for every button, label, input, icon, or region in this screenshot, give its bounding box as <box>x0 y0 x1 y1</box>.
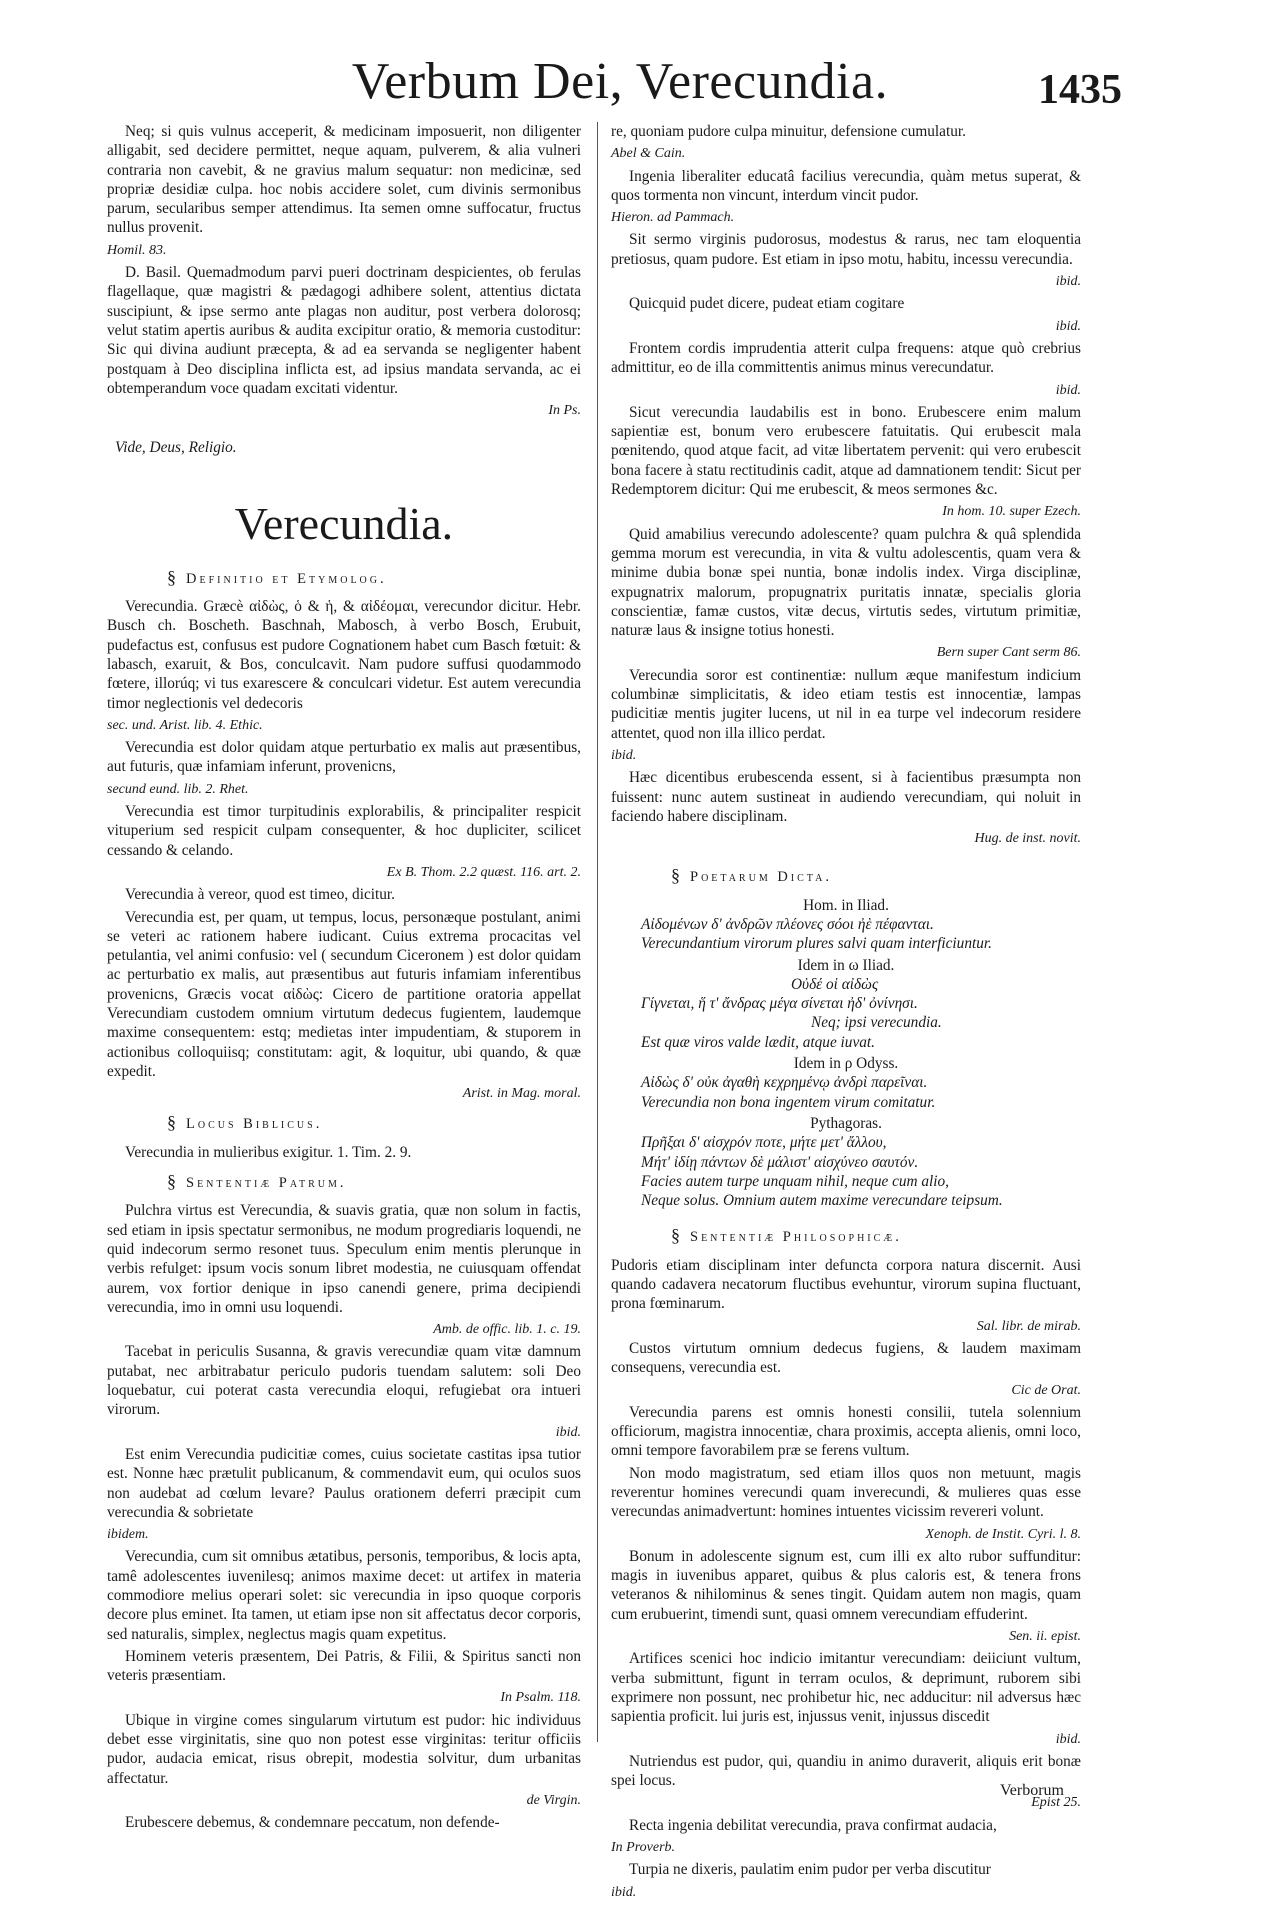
poem-line-latin: Neque solus. Omnium autem maxime verecundare teipsum. <box>641 1192 1003 1210</box>
poem-source: Idem in ω Iliad. <box>797 956 895 974</box>
section-heading-biblicus <box>107 1113 581 1134</box>
poem-line-latin: Facies autem turpe unquam nihil, neque cum alio, <box>641 1172 950 1190</box>
philosophicae-paragraph: Artifices scenici hoc indicio imitantur verecundiam: deiiciunt vultum, verba submittunt, figunt in terram oculos, & deprimunt, ruborem sibi exprimere non possunt, nec prohibetur hic, nec adducitur: nil adversus hæc sapientia proficit. lui juris est, injussus venit, injussus discedit <box>611 1650 1081 1726</box>
poem-line-greek: Αἰδὼς δ' οὐκ ἀγαθὴ κεχρημένῳ ἀνδρὶ παρεῖναι. <box>641 1074 928 1092</box>
intro-paragraph: re, quoniam pudore culpa minuitur, defensione cumulatur. <box>611 123 966 140</box>
poetarum-list <box>611 896 1081 1211</box>
poem-source: Idem in ρ Odyss. <box>793 1055 899 1073</box>
patrum-paragraph: Est enim Verecundia pudicitiæ comes, cuius societate castitas ipsa tutior est. Nonne hæc prætulit publicanum, & commendavit eum, qui oculos suos non audebat ad cœlum levare? Paulus orationem deferri præcipit cum verecundia & sobrietate <box>107 1445 581 1521</box>
section-heading-poetarum <box>611 866 1081 887</box>
citation: Sen. ii. epist. <box>1009 1629 1081 1645</box>
philosophicae-paragraph: Non modo magistratum, sed etiam illos quos non metuunt, magis reverentur homines verecundi quam inverecundi, & mulieres quas esse verecundas animadvertunt: homines intuentes vicissim revereri volunt. <box>611 1464 1081 1521</box>
citation: In hom. 10. super Ezech. <box>942 504 1081 520</box>
citation: ibid. <box>1055 274 1081 290</box>
citation: ibid. <box>611 1884 637 1900</box>
catchword: Verborum <box>1000 1782 1064 1799</box>
paragraph-mark-icon: § <box>167 566 176 587</box>
citation: In Proverb. <box>611 1840 676 1856</box>
column-divider <box>597 122 598 1742</box>
citation: ibid. <box>1055 318 1081 334</box>
intro-paragraph: D. Basil. Quemadmodum parvi pueri doctrinam despicientes, ob ferulas flagellaque, quæ magistri & pædagogi adhibere solent, attentius dictata suscipiunt, & ipse sermo ante plagas non auditur, post verbera dolorosq; velut statim apertis auribus & audita excipitur oratio, & memoria custoditur: Sic qui divina audiunt præcepta, & ad ea servanda se negligenter habent postquam à Deo disciplina inflicta est, ad ipsius mandata servanda, ac ei obtemperandum voce quadam excitati videntur. <box>107 264 581 397</box>
philosophicae-paragraph: Turpia ne dixeris, paulatim enim pudor per verba discutitur <box>629 1861 991 1879</box>
citation: secund eund. lib. 2. Rhet. <box>107 781 249 797</box>
intro-paragraph: Frontem cordis imprudentia atterit culpa frequens: atque quò crebrius admittitur, eo de illa committentis animus minus verecundatur. <box>611 339 1081 377</box>
paragraph-mark-icon: § <box>167 1171 176 1192</box>
philosophicae-paragraph: Pudoris etiam disciplinam inter defuncta corpora natura discernit. Ausi quando cadavera necatorum fluctibus evehuntur, virorum supina fluctuant, prona fœminarum. <box>611 1256 1081 1313</box>
citation: Ex B. Thom. 2.2 quæst. 116. art. 2. <box>386 864 581 880</box>
right-column <box>611 122 1081 1905</box>
patrum-paragraph: Erubescere debemus, & condemnare peccatum, non defende- <box>125 1814 500 1832</box>
poem-line-latin: Verecundantium virorum plures salvi quam interficiuntur. <box>641 935 992 953</box>
intro-paragraph: Quicquid pudet dicere, pudeat etiam cogitare <box>629 295 905 313</box>
citation: Cic de Orat. <box>1011 1382 1081 1398</box>
patrum-paragraph: Tacebat in periculis Susanna, & gravis verecundiæ quam vitæ damnum putabat, nec arbitrabatur periculo pudoris tuendam salutem: soli Deo loquebatur, cui poterat casta verecundia eloqui, refugiebat ora intueri virorum. <box>107 1343 581 1419</box>
citation: de Virgin. <box>526 1792 581 1808</box>
philosophicae-paragraph: Recta ingenia debilitat verecundia, prava confirmat audacia, <box>629 1816 997 1834</box>
intro-paragraph: Verecundia soror est continentiæ: nullum æque manifestum indicium columbinæ simplicitatis, & ideo etiam testis est innocentiæ, lampas pudicitiæ mentis jugiter lucens, ut nil in ea turpe vel indecorum residere attentet, quod non illa illico perdat. <box>611 666 1081 742</box>
section-heading-label: Definitio et Etymolog. <box>186 570 387 587</box>
citation: Abel & Cain. <box>611 146 686 162</box>
patrum-paragraph: Verecundia, cum sit omnibus ætatibus, personis, temporibus, & locis apta, tamê adolescentes iuvenilesq; animos maxime decet: ut artifex in materia commodiore melius operari solet: sic verecundia in ipso quoque corporis decore plus eminet. Ita tamen, ut etiam ipse non sit affectatus decor corporis, sed naturalis, simplex, neglectus magis quam expetitus. <box>107 1548 581 1643</box>
citation: In Psalm. 118. <box>500 1690 581 1706</box>
citation: Arist. in Mag. moral. <box>462 1086 581 1102</box>
left-column <box>107 122 581 1836</box>
philosophicae-paragraph: Verecundia parens est omnis honesti consilii, tutela solennium officiorum, magistra innocentiæ, chara proximis, accepta alienis, omni loco, omni tempore favorabilem præ se ferens vultum. <box>611 1403 1081 1460</box>
patrum-paragraph: Ubique in virgine comes singularum virtutum est pudor: hic individuus debet esse virginitatis, sine quo non potest esse virginitas: teritur officiis pudor, audacia emicat, risus obrepit, modestia solvitur, dum urbanitas affectatur. <box>107 1711 581 1787</box>
poem-line-greek: Γίγνεται, ἥ τ' ἄνδρας μέγα σίνεται ἠδ' ὀνίνησι. <box>641 995 918 1013</box>
citation: Bern super Cant serm 86. <box>936 645 1081 661</box>
paragraph-mark-icon: § <box>167 1112 176 1133</box>
section-heading-philosophicae <box>611 1226 1081 1247</box>
intro-paragraph: Sit sermo virginis pudorosus, modestus & rarus, nec tam eloquentia pretiosus, quam pudore. Est etiam in ipso motu, habitu, incessu verecundia. <box>611 231 1081 268</box>
citation: Epist 25. <box>1031 1795 1081 1811</box>
intro-paragraph: Quid amabilius verecundo adolescente? quam pulchra & quâ splendida gemma morum est verecundia, in vita & vultu adolescentis, quam vera & minime dubia bonæ spei nuntia, bonæ indolis index. Virga disciplinæ, expugnatrix malorum, propugnatrix puritatis innatæ, specialis gloria conscientiæ, famæ custos, vitæ decus, virtutis sedes, virtutum primitiæ, naturæ laus & insigne totius honesti. <box>611 525 1081 640</box>
intro-paragraph: Hæc dicentibus erubescenda essent, si à facientibus præsumpta non fuissent: nunc autem sustineat in audiendo verecundiam, qui noluit in faciendo habere disciplinam. <box>611 769 1081 825</box>
page-header-title: Verbum Dei, Verecundia. <box>351 53 889 110</box>
definitio-paragraph: Verecundia à vereor, quod est timeo, dicitur. <box>125 886 395 904</box>
section-heading-patrum <box>107 1172 581 1193</box>
section-heading-label: Locus Biblicus. <box>186 1116 323 1133</box>
definitio-paragraph: Verecundia est timor turpitudinis explorabilis, & principaliter respicit vituperium sed respicit culpam consequenter, & hoc dupliciter, scilicet cessando & celando. <box>107 803 581 859</box>
citation: Amb. de offic. lib. 1. c. 19. <box>433 1322 581 1338</box>
page-number: 1435 <box>1038 67 1122 113</box>
poem-line-greek: Μήτ' ἰδίῃ πάντων δὲ μάλιστ' αἰσχύνεο σαυτόν. <box>641 1153 919 1171</box>
patrum-paragraph: Pulchra virtus est Verecundia, & suavis gratia, quæ non solum in factis, sed etiam in ipsis spectatur sermonibus, ne modum progrediaris loquendi, ne quid indecorum sermo resonet tuus. Speculum enim mentis plerunque in verbis refulget: ipsum vocis sonum libret modestia, ne cuiusquam offendat aurem, vox fortior denique in ipso canendi genere, prima decipiendi verecundia, imo in omni usu loquendi. <box>107 1202 581 1316</box>
philosophicae-paragraph: Nutriendus est pudor, qui, quandiu in animo duraverit, aliquis erit bonæ spei locus. <box>611 1752 1081 1790</box>
definitio-paragraph: Verecundia est, per quam, ut tempus, locus, personæque postulant, animi se veteri ac rationem habere iudicant. Cuius extrema procacitas vel petulantia, vel animi confusio: vel ( secundum Ciceronem ) est dolor quidam ac perturbatio ex malis, aut præsentibus aut futuris infamiam inferentibus provenicns, Græcis vocat αἰδὼς: Cicero de partitione oratoria appellat Verecundiam custodem omnium virtutum dedecus fugientem, laudemque maxime consequentem: estq; medietas inter impudentiam, & stuporem in actionibus colloquiisq; constitutam: agit, & loquitur, ubi quando, & quæ expedit. <box>107 908 581 1080</box>
section-main-title: Verecundia. <box>234 497 454 549</box>
citation: Hug. de inst. novit. <box>974 831 1081 847</box>
patrum-paragraph: Hominem veteris præsentem, Dei Patris, & Filii, & Spiritus sancti non veteris præsentiam. <box>107 1647 581 1685</box>
philosophicae-paragraph: Bonum in adolescente signum est, cum illi ex alto rubor suffunditur: magis in iuvenibus apparet, quibus & plus caloris est, & tenera frons veteranos & nihilominus & senes tingit. Quidam autem non magis, quam cum erubuerint, timendi sunt, quasi omnem verecundiam effuderint. <box>611 1547 1081 1623</box>
poem-line-greek: Πρῆξαι δ' αἰσχρόν ποτε, μήτε μετ' ἄλλου, <box>641 1134 887 1152</box>
biblicus-text: Verecundia in mulieribus exigitur. 1. Tim. 2. 9. <box>125 1143 412 1161</box>
section-heading-definitio <box>107 568 581 589</box>
definitio-paragraph: Verecundia est dolor quidam atque perturbatio ex malis aut præsentibus, aut futuris, quæ infamiam inferunt, provenicns, <box>107 739 581 776</box>
intro-paragraph: Sicut verecundia laudabilis est in bono. Erubescere enim malum sapientiæ est, bonum vero erubescere fatuitatis. Qui erubescit mala pœnitendo, quod atque facit, ad vitæ libertatem pervenit: qui vero erubescit bona facere à statu rectitudinis cadit, atque ad damnationem tendit: Sicut per Redemptorem dicitur: Qui me erubescit, & meos sermones &c. <box>611 403 1081 499</box>
paragraph-mark-icon: § <box>671 1225 680 1246</box>
paragraph-mark-icon: § <box>671 865 680 886</box>
intro-paragraph: Neq; si quis vulnus acceperit, & medicinam imposuerit, non diligenter alligabit, sed decidere permittet, neque aquam, pulverem, & alia vulneri contraria non cavebit, & ne gravius malum sequatur: non medicinæ, sed propriæ desidiæ culpa. hoc nobis accidere solet, cum divinis sermonibus parum, secularibus semper attendimus. Ita semen omne suffocatur, fructus nullus provenit. <box>107 123 581 237</box>
philosophicae-paragraph: Custos virtutum omnium dedecus fugiens, & laudem maximam consequens, verecundia est. <box>611 1339 1081 1377</box>
definitio-paragraph: Verecundia. Græcè αἰδὼς, ὁ & ἡ, & αἰδέομαι, verecundor dicitur. Hebr. Busch ch. Boscheth. Baschnah, Mabosch, à verbo Bosch, Erubuit, pudefactus est, confusus est pudore Cognationem habet cum Basch fœtuit: & labasch, exaruit, & Bos, conculcavit. Nam pudore suffusi quodammodo fœtere, illorúq; vi tus exarescere & conculcari videtur. Est autem verecundia timor neglectionis vel dedecoris <box>107 598 581 712</box>
poem-line-greek: Οὐδέ οἱ αἰδὼς <box>791 975 879 993</box>
poem-source: Pythagoras. <box>810 1114 882 1132</box>
citation: Sal. libr. de mirab. <box>976 1318 1081 1334</box>
citation: ibid. <box>611 747 637 763</box>
citation: ibid. <box>1055 382 1081 398</box>
poem-line-latin: Verecundia non bona ingentem virum comitatur. <box>641 1093 936 1111</box>
poem-line-latin: Est quæ viros valde lædit, atque iuvat. <box>641 1033 875 1051</box>
section-heading-label: Poetarum Dicta. <box>690 869 832 886</box>
poem-source: Hom. in Iliad. <box>803 896 889 914</box>
section-heading-label: Sententiæ Philosophicæ. <box>690 1229 902 1246</box>
citation: ibid. <box>1055 1731 1081 1747</box>
citation: Xenoph. de Instit. Cyri. l. 8. <box>925 1526 1081 1542</box>
citation: Homil. 83. <box>107 242 167 258</box>
intro-paragraph: Ingenia liberaliter educatâ facilius verecundia, quàm metus superat, & quos tormenta non vincunt, interdum vincit pudor. <box>611 167 1081 204</box>
citation: ibid. <box>555 1424 581 1440</box>
citation: ibidem. <box>107 1527 149 1543</box>
citation: Hieron. ad Pammach. <box>611 210 735 226</box>
see-also-note: Vide, Deus, Religio. <box>115 439 237 457</box>
poem-line-latin: Neq; ipsi verecundia. <box>811 1014 942 1032</box>
citation: In Ps. <box>548 403 581 419</box>
citation: sec. und. Arist. lib. 4. Ethic. <box>107 717 263 733</box>
section-heading-label: Sententiæ Patrum. <box>186 1175 347 1192</box>
poem-line-greek: Αἰδομένων δ' ἀνδρῶν πλέονες σόοι ἠὲ πέφανται. <box>641 915 934 933</box>
